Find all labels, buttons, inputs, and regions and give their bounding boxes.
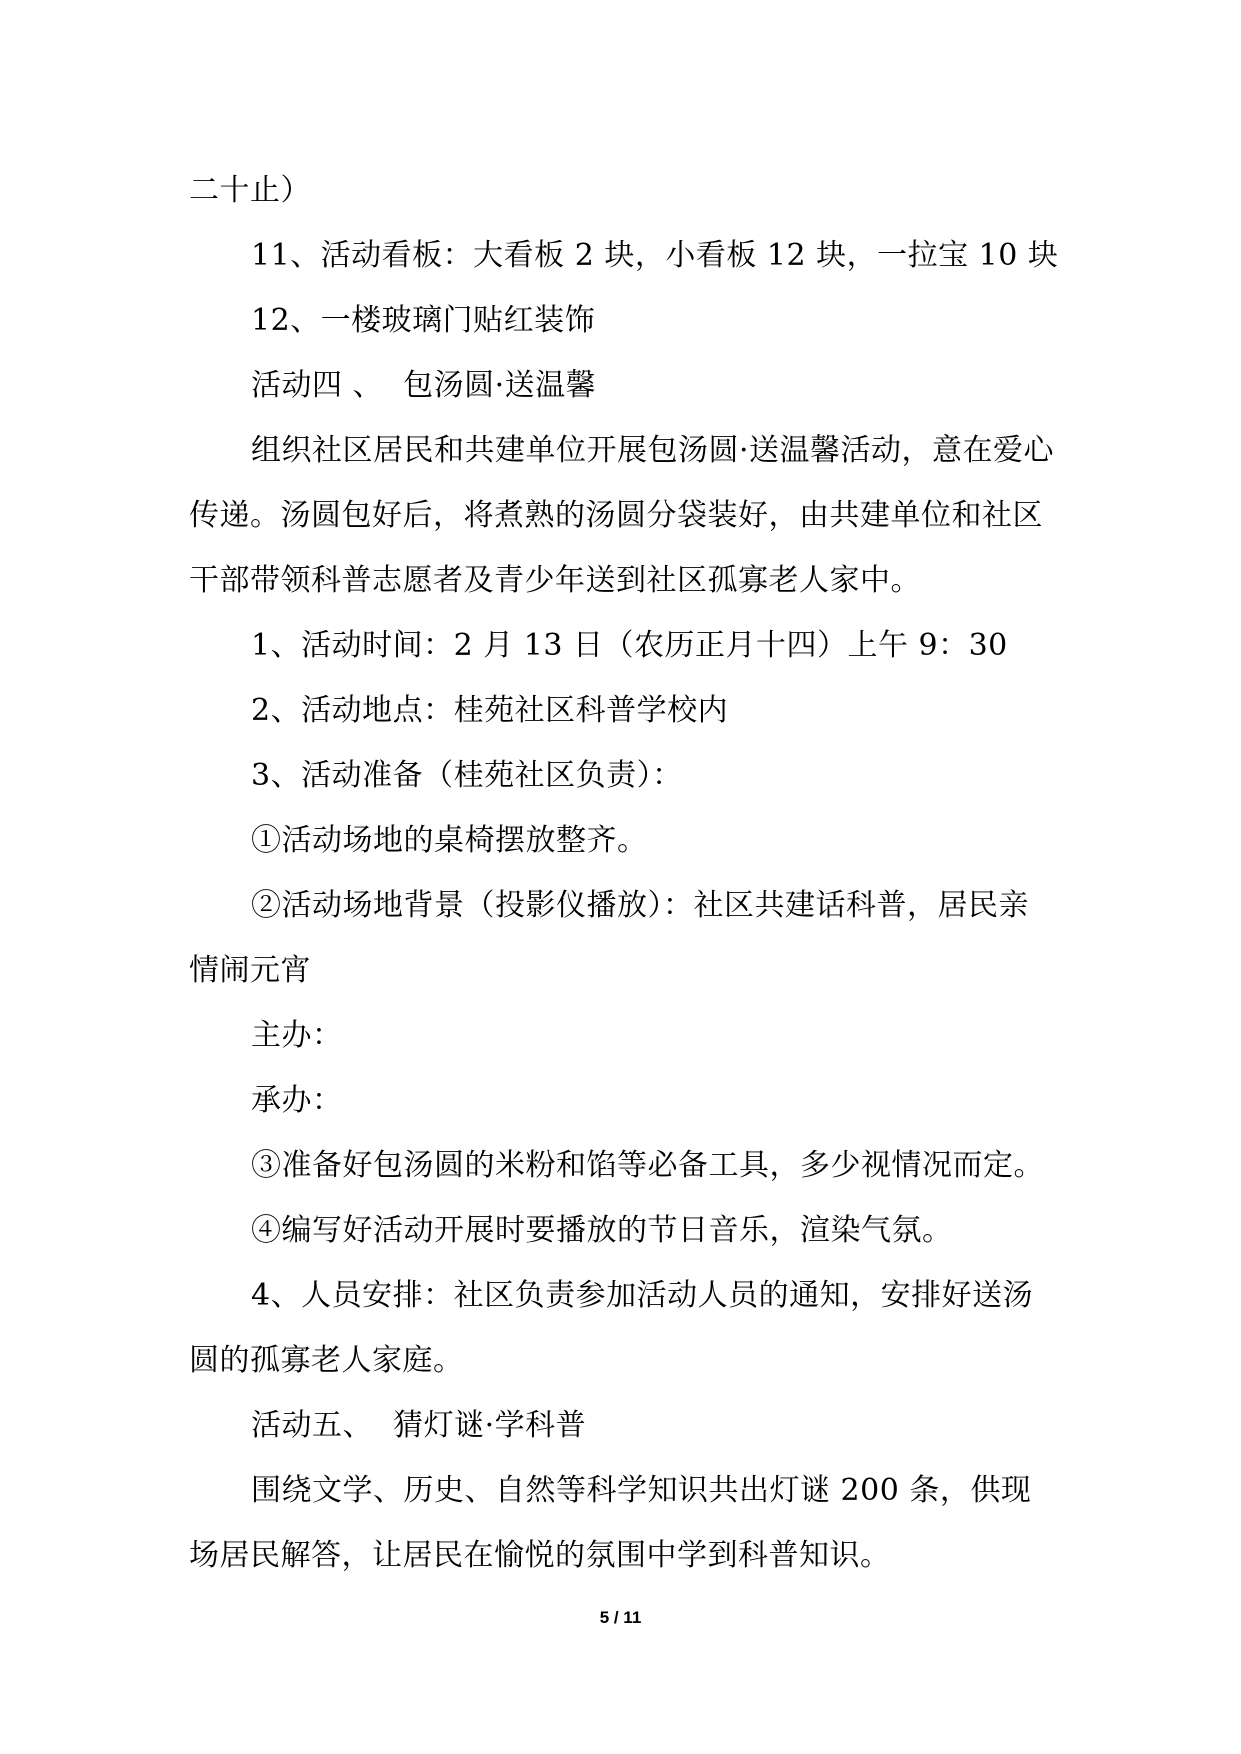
item-activity-time: 1、活动时间：2 月 13 日（农历正月十四）上午 9：30	[251, 628, 1008, 663]
sub-item-1: ①活动场地的桌椅摆放整齐。	[251, 823, 648, 858]
paragraph-activity-four-description: 组织社区居民和共建单位开展包汤圆·送温馨活动，意在爱心传递。汤圆包好后，将煮熟的汤圆分袋装好，由共建单位和社区干部带领科普志愿者及青少年送到社区孤寡老人家中。	[189, 433, 1055, 598]
sub-item-4: ④编写好活动开展时要播放的节日音乐，渲染气氛。	[251, 1213, 953, 1248]
item-activity-preparation: 3、活动准备（桂苑社区负责）：	[251, 758, 683, 793]
section-heading-activity-four: 活动四 、 包汤圆·送温馨	[251, 368, 597, 403]
sub-item-3: ③准备好包汤圆的米粉和馅等必备工具，多少视情况而定。	[251, 1148, 1044, 1183]
item-staff-arrangement: 4、人员安排：社区负责参加活动人员的通知，安排好送汤圆的孤寡老人家庭。	[189, 1278, 1034, 1378]
page-number: 5 / 11	[599, 1608, 642, 1627]
item-11-activity-boards: 11、活动看板：大看板 2 块，小看板 12 块，一拉宝 10 块	[251, 238, 1059, 273]
sub-item-2: ②活动场地背景（投影仪播放）：社区共建话科普，居民亲情闹元宵	[189, 888, 1029, 988]
section-heading-activity-five: 活动五、 猜灯谜·学科普	[251, 1408, 587, 1443]
item-activity-location: 2、活动地点：桂苑社区科普学校内	[251, 693, 729, 728]
document-body	[189, 158, 1059, 1588]
paragraph-continuation: 二十止）	[189, 173, 311, 208]
paragraph-activity-five-description: 围绕文学、历史、自然等科学知识共出灯谜 200 条，供现场居民解答，让居民在愉悦的氛围中学到科普知识。	[189, 1473, 1032, 1573]
organizer-label: 承办：	[251, 1083, 343, 1118]
sponsor-label: 主办：	[251, 1018, 343, 1053]
item-12-glass-door-decoration: 12、一楼玻璃门贴红装饰	[251, 303, 596, 338]
